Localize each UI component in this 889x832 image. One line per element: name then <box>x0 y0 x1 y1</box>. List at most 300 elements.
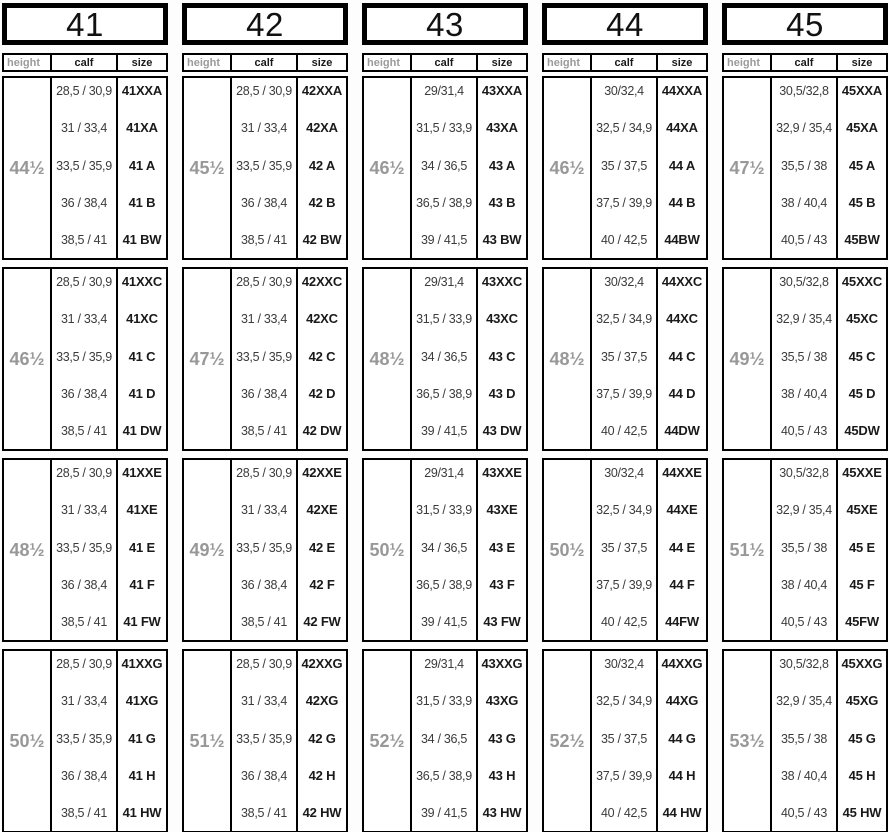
size-value: 42 E <box>309 539 335 555</box>
size-value: 41 G <box>128 730 156 746</box>
height-value: 47½ <box>189 348 225 369</box>
calf-value: 38,5 / 41 <box>61 806 107 820</box>
size-value: 44 D <box>668 385 696 401</box>
size-cell <box>656 651 706 831</box>
size-value: 43XG <box>485 693 519 709</box>
calf-value: 30/32,4 <box>604 657 644 671</box>
blocks-container <box>542 76 708 832</box>
size-value: 43XXA <box>481 83 523 98</box>
height-cell <box>184 78 230 258</box>
calf-value: 29/31,4 <box>424 275 464 289</box>
size-value: 44 C <box>668 348 696 364</box>
calf-value: 29/31,4 <box>424 84 464 98</box>
column-header-number: 45 <box>786 5 824 43</box>
calf-value: 39 / 41,5 <box>421 806 467 820</box>
height-cell <box>544 78 590 258</box>
calf-value: 37,5 / 39,9 <box>596 386 652 401</box>
calf-value: 38,5 / 41 <box>241 806 287 820</box>
calf-value: 31,5 / 33,9 <box>416 312 472 327</box>
subheader-height-label: height <box>727 56 760 69</box>
height-cell <box>724 269 770 449</box>
calf-value: 31 / 33,4 <box>241 312 287 327</box>
size-value: 42 G <box>308 730 336 746</box>
size-value: 43 H <box>488 767 516 783</box>
calf-value: 38,5 / 41 <box>241 615 287 629</box>
calf-cell <box>230 460 296 640</box>
calf-value: 31 / 33,4 <box>241 694 287 709</box>
size-block <box>542 267 708 451</box>
height-value: 50½ <box>549 539 585 560</box>
size-value: 42 C <box>308 348 336 364</box>
size-value: 44XE <box>666 502 698 518</box>
height-value: 46½ <box>549 157 585 178</box>
column-header-number: 41 <box>66 5 104 43</box>
size-block <box>722 649 888 832</box>
calf-value: 34 / 36,5 <box>421 540 467 555</box>
calf-value: 40,5 / 43 <box>781 615 827 629</box>
calf-value: 39 / 41,5 <box>421 615 467 629</box>
calf-value: 33,5 / 35,9 <box>236 349 292 364</box>
calf-value: 35,5 / 38 <box>781 731 827 746</box>
calf-value: 32,9 / 35,4 <box>776 121 832 136</box>
height-value: 50½ <box>369 539 405 560</box>
calf-value: 32,9 / 35,4 <box>776 503 832 518</box>
size-cell <box>476 78 526 258</box>
subheader-calf-label: calf <box>590 55 656 70</box>
size-value: 41XE <box>126 502 158 518</box>
size-value: 41 FW <box>123 614 161 629</box>
height-cell <box>724 460 770 640</box>
size-value: 43XXG <box>481 656 523 671</box>
size-block <box>542 458 708 642</box>
calf-value: 29/31,4 <box>424 466 464 480</box>
calf-value: 40 / 42,5 <box>601 424 647 438</box>
calf-value: 31 / 33,4 <box>61 503 107 518</box>
size-value: 44XG <box>665 693 699 709</box>
calf-value: 28,5 / 30,9 <box>236 657 292 671</box>
size-cell <box>296 78 346 258</box>
size-value: 43XXE <box>482 465 522 480</box>
calf-value: 38,5 / 41 <box>61 424 107 438</box>
column-header <box>2 3 168 45</box>
calf-value: 36 / 38,4 <box>241 768 287 783</box>
size-cell <box>476 651 526 831</box>
height-cell <box>184 460 230 640</box>
size-value: 42 DW <box>302 423 342 438</box>
calf-cell <box>770 78 836 258</box>
height-cell <box>544 269 590 449</box>
size-cell <box>836 78 886 258</box>
calf-value: 33,5 / 35,9 <box>56 158 112 173</box>
subheader-row <box>722 53 888 72</box>
calf-value: 32,5 / 34,9 <box>596 694 652 709</box>
calf-value: 38,5 / 41 <box>61 615 107 629</box>
blocks-container <box>722 76 888 832</box>
size-value: 43 C <box>488 348 516 364</box>
size-value: 42XE <box>306 502 338 518</box>
size-value: 45XXC <box>841 274 883 289</box>
size-value: 41 DW <box>122 423 162 438</box>
size-value: 42 B <box>308 194 336 210</box>
calf-value: 40 / 42,5 <box>601 806 647 820</box>
size-value: 42XXG <box>301 656 343 671</box>
calf-cell <box>50 78 116 258</box>
calf-value: 36 / 38,4 <box>241 386 287 401</box>
size-value: 43 B <box>488 194 516 210</box>
calf-value: 30,5/32,8 <box>779 84 829 98</box>
size-column-41 <box>2 3 168 832</box>
calf-cell <box>410 651 476 831</box>
calf-value: 33,5 / 35,9 <box>56 540 112 555</box>
size-column-45 <box>722 3 888 832</box>
size-value: 41 H <box>128 767 156 783</box>
size-cell <box>656 460 706 640</box>
size-value: 41 D <box>128 385 156 401</box>
calf-value: 30/32,4 <box>604 275 644 289</box>
size-value: 42XC <box>306 311 338 327</box>
size-block <box>362 649 528 832</box>
calf-value: 34 / 36,5 <box>421 158 467 173</box>
height-value: 52½ <box>549 730 585 751</box>
calf-value: 39 / 41,5 <box>421 424 467 438</box>
calf-value: 33,5 / 35,9 <box>236 158 292 173</box>
size-value: 44 E <box>669 539 695 555</box>
size-value: 44 G <box>668 730 696 746</box>
calf-value: 35,5 / 38 <box>781 349 827 364</box>
size-value: 42 F <box>309 576 335 592</box>
size-value: 44XXE <box>662 465 702 480</box>
calf-value: 33,5 / 35,9 <box>236 540 292 555</box>
calf-value: 30,5/32,8 <box>779 275 829 289</box>
size-block <box>2 267 168 451</box>
calf-value: 35,5 / 38 <box>781 158 827 173</box>
size-value: 45DW <box>844 423 880 438</box>
size-block <box>362 267 528 451</box>
calf-value: 38 / 40,4 <box>781 577 827 592</box>
subheader-row <box>362 53 528 72</box>
height-value: 51½ <box>189 730 225 751</box>
size-cell <box>836 269 886 449</box>
calf-value: 36 / 38,4 <box>61 768 107 783</box>
size-value: 45 A <box>848 157 876 173</box>
size-value: 42 A <box>308 157 336 173</box>
calf-value: 31,5 / 33,9 <box>416 503 472 518</box>
size-cell <box>116 651 166 831</box>
subheader-height-label: height <box>547 56 580 69</box>
size-value: 41 A <box>128 157 156 173</box>
size-cell <box>476 269 526 449</box>
calf-value: 36,5 / 38,9 <box>416 577 472 592</box>
calf-value: 30/32,4 <box>604 84 644 98</box>
calf-value: 32,5 / 34,9 <box>596 312 652 327</box>
calf-cell <box>230 651 296 831</box>
size-cell <box>656 78 706 258</box>
size-block <box>722 76 888 260</box>
height-cell <box>364 78 410 258</box>
calf-cell <box>230 78 296 258</box>
size-value: 41 BW <box>122 232 162 247</box>
blocks-container <box>182 76 348 832</box>
height-cell <box>184 269 230 449</box>
size-value: 44 HW <box>662 805 702 820</box>
size-value: 45 B <box>848 194 876 210</box>
calf-value: 32,9 / 35,4 <box>776 312 832 327</box>
size-block <box>182 458 348 642</box>
size-block <box>362 76 528 260</box>
size-value: 45XC <box>846 311 878 327</box>
blocks-container <box>2 76 168 832</box>
size-block <box>2 649 168 832</box>
calf-cell <box>590 460 656 640</box>
subheader-row <box>542 53 708 72</box>
size-value: 45XXG <box>841 656 883 671</box>
column-header-number: 42 <box>246 5 284 43</box>
size-value: 43 FW <box>483 614 521 629</box>
calf-value: 33,5 / 35,9 <box>56 349 112 364</box>
calf-value: 36,5 / 38,9 <box>416 386 472 401</box>
size-cell <box>116 460 166 640</box>
calf-value: 35 / 37,5 <box>601 540 647 555</box>
size-value: 45 D <box>848 385 876 401</box>
calf-value: 33,5 / 35,9 <box>236 731 292 746</box>
calf-value: 35 / 37,5 <box>601 349 647 364</box>
calf-value: 39 / 41,5 <box>421 233 467 247</box>
calf-value: 32,5 / 34,9 <box>596 121 652 136</box>
size-block <box>2 458 168 642</box>
height-cell <box>4 269 50 449</box>
calf-value: 38,5 / 41 <box>241 424 287 438</box>
size-block <box>542 76 708 260</box>
size-cell <box>656 269 706 449</box>
height-cell <box>364 460 410 640</box>
height-cell <box>184 651 230 831</box>
size-value: 45 H <box>848 767 876 783</box>
size-value: 44 B <box>668 194 696 210</box>
size-value: 41XXA <box>121 83 163 98</box>
size-value: 44BW <box>664 232 700 247</box>
subheader-calf-label: calf <box>230 55 296 70</box>
size-value: 45 C <box>848 348 876 364</box>
calf-value: 38 / 40,4 <box>781 195 827 210</box>
calf-value: 38 / 40,4 <box>781 768 827 783</box>
height-cell <box>724 651 770 831</box>
calf-value: 28,5 / 30,9 <box>56 84 112 98</box>
size-value: 45XE <box>846 502 878 518</box>
size-cell <box>116 78 166 258</box>
size-value: 41XXC <box>121 274 163 289</box>
size-value: 45XXE <box>842 465 882 480</box>
height-value: 45½ <box>189 157 225 178</box>
size-value: 45XXA <box>841 83 883 98</box>
size-value: 45XG <box>845 693 879 709</box>
size-value: 45FW <box>845 614 879 629</box>
calf-value: 34 / 36,5 <box>421 349 467 364</box>
calf-cell <box>590 651 656 831</box>
size-cell <box>476 460 526 640</box>
calf-cell <box>230 269 296 449</box>
column-header-number: 43 <box>426 5 464 43</box>
height-value: 52½ <box>369 730 405 751</box>
size-value: 41 C <box>128 348 156 364</box>
size-value: 42XXA <box>301 83 343 98</box>
calf-value: 36,5 / 38,9 <box>416 768 472 783</box>
size-value: 43 E <box>489 539 515 555</box>
size-block <box>2 76 168 260</box>
height-value: 50½ <box>9 730 45 751</box>
calf-value: 30/32,4 <box>604 466 644 480</box>
calf-cell <box>410 269 476 449</box>
calf-cell <box>770 460 836 640</box>
calf-value: 33,5 / 35,9 <box>56 731 112 746</box>
blocks-container <box>362 76 528 832</box>
size-value: 41 F <box>129 576 155 592</box>
calf-value: 40,5 / 43 <box>781 233 827 247</box>
height-value: 46½ <box>369 157 405 178</box>
subheader-height-label: height <box>367 56 400 69</box>
height-value: 48½ <box>369 348 405 369</box>
size-column-42 <box>182 3 348 832</box>
size-value: 44 A <box>668 157 696 173</box>
calf-value: 32,5 / 34,9 <box>596 503 652 518</box>
size-value: 45 E <box>849 539 875 555</box>
height-cell <box>544 460 590 640</box>
calf-value: 32,9 / 35,4 <box>776 694 832 709</box>
height-value: 53½ <box>729 730 765 751</box>
size-value: 41XC <box>126 311 158 327</box>
column-header <box>722 3 888 45</box>
size-value: 43 D <box>488 385 516 401</box>
size-value: 44XXA <box>661 83 703 98</box>
size-value: 42 BW <box>302 232 342 247</box>
size-value: 43 F <box>489 576 515 592</box>
height-cell <box>4 651 50 831</box>
height-value: 47½ <box>729 157 765 178</box>
size-value: 41 B <box>128 194 156 210</box>
size-value: 44XA <box>666 120 698 136</box>
calf-value: 35 / 37,5 <box>601 158 647 173</box>
subheader-row <box>2 53 168 72</box>
size-value: 43 HW <box>482 805 522 820</box>
size-value: 42 D <box>308 385 336 401</box>
size-value: 44XC <box>666 311 698 327</box>
size-value: 41 E <box>129 539 155 555</box>
calf-cell <box>410 460 476 640</box>
calf-value: 38,5 / 41 <box>61 233 107 247</box>
height-value: 49½ <box>189 539 225 560</box>
size-value: 44XXG <box>661 656 703 671</box>
size-value: 45 HW <box>842 805 882 820</box>
calf-value: 36 / 38,4 <box>61 577 107 592</box>
column-header <box>182 3 348 45</box>
calf-cell <box>50 651 116 831</box>
size-value: 43XA <box>486 120 518 136</box>
calf-value: 38 / 40,4 <box>781 386 827 401</box>
calf-value: 28,5 / 30,9 <box>56 466 112 480</box>
height-value: 48½ <box>9 539 45 560</box>
size-value: 42XXE <box>302 465 342 480</box>
calf-cell <box>770 651 836 831</box>
size-value: 43XC <box>486 311 518 327</box>
size-cell <box>296 269 346 449</box>
size-block <box>722 458 888 642</box>
size-value: 42 FW <box>303 614 341 629</box>
size-value: 43 BW <box>482 232 522 247</box>
size-value: 45XA <box>846 120 878 136</box>
size-value: 41XXE <box>122 465 162 480</box>
size-value: 42XA <box>306 120 338 136</box>
size-value: 44 H <box>668 767 696 783</box>
size-value: 44XXC <box>661 274 703 289</box>
size-cell <box>296 460 346 640</box>
height-cell <box>364 269 410 449</box>
height-value: 49½ <box>729 348 765 369</box>
size-value: 44 F <box>669 576 695 592</box>
calf-cell <box>50 460 116 640</box>
height-value: 48½ <box>549 348 585 369</box>
calf-value: 31 / 33,4 <box>61 312 107 327</box>
subheader-calf-label: calf <box>410 55 476 70</box>
calf-cell <box>410 78 476 258</box>
calf-value: 40 / 42,5 <box>601 615 647 629</box>
calf-value: 36,5 / 38,9 <box>416 195 472 210</box>
calf-value: 29/31,4 <box>424 657 464 671</box>
size-value: 43 G <box>488 730 516 746</box>
calf-value: 36 / 38,4 <box>241 195 287 210</box>
size-value: 42XG <box>305 693 339 709</box>
size-cell <box>116 269 166 449</box>
calf-value: 28,5 / 30,9 <box>56 657 112 671</box>
calf-value: 35,5 / 38 <box>781 540 827 555</box>
size-cell <box>836 460 886 640</box>
subheader-size-label: size <box>656 55 706 70</box>
calf-value: 36 / 38,4 <box>61 195 107 210</box>
size-value: 45 F <box>849 576 875 592</box>
calf-value: 40,5 / 43 <box>781 424 827 438</box>
height-cell <box>724 78 770 258</box>
height-cell <box>4 460 50 640</box>
calf-value: 30,5/32,8 <box>779 466 829 480</box>
calf-value: 31,5 / 33,9 <box>416 694 472 709</box>
size-column-43 <box>362 3 528 832</box>
subheader-calf-label: calf <box>770 55 836 70</box>
size-value: 41XG <box>125 693 159 709</box>
calf-value: 31 / 33,4 <box>241 503 287 518</box>
size-value: 43XXC <box>481 274 523 289</box>
size-value: 43 DW <box>482 423 522 438</box>
size-cell <box>296 651 346 831</box>
subheader-size-label: size <box>296 55 346 70</box>
calf-value: 28,5 / 30,9 <box>56 275 112 289</box>
calf-value: 36 / 38,4 <box>241 577 287 592</box>
size-value: 42 H <box>308 767 336 783</box>
height-value: 46½ <box>9 348 45 369</box>
column-header-number: 44 <box>606 5 644 43</box>
calf-value: 28,5 / 30,9 <box>236 466 292 480</box>
calf-cell <box>590 78 656 258</box>
size-value: 44FW <box>665 614 699 629</box>
calf-value: 30,5/32,8 <box>779 657 829 671</box>
size-block <box>182 76 348 260</box>
size-value: 42XXC <box>301 274 343 289</box>
size-value: 45 G <box>848 730 876 746</box>
subheader-height-label: height <box>7 56 40 69</box>
height-value: 44½ <box>9 157 45 178</box>
calf-value: 37,5 / 39,9 <box>596 195 652 210</box>
calf-value: 38,5 / 41 <box>241 233 287 247</box>
column-header <box>362 3 528 45</box>
calf-value: 35 / 37,5 <box>601 731 647 746</box>
calf-cell <box>590 269 656 449</box>
